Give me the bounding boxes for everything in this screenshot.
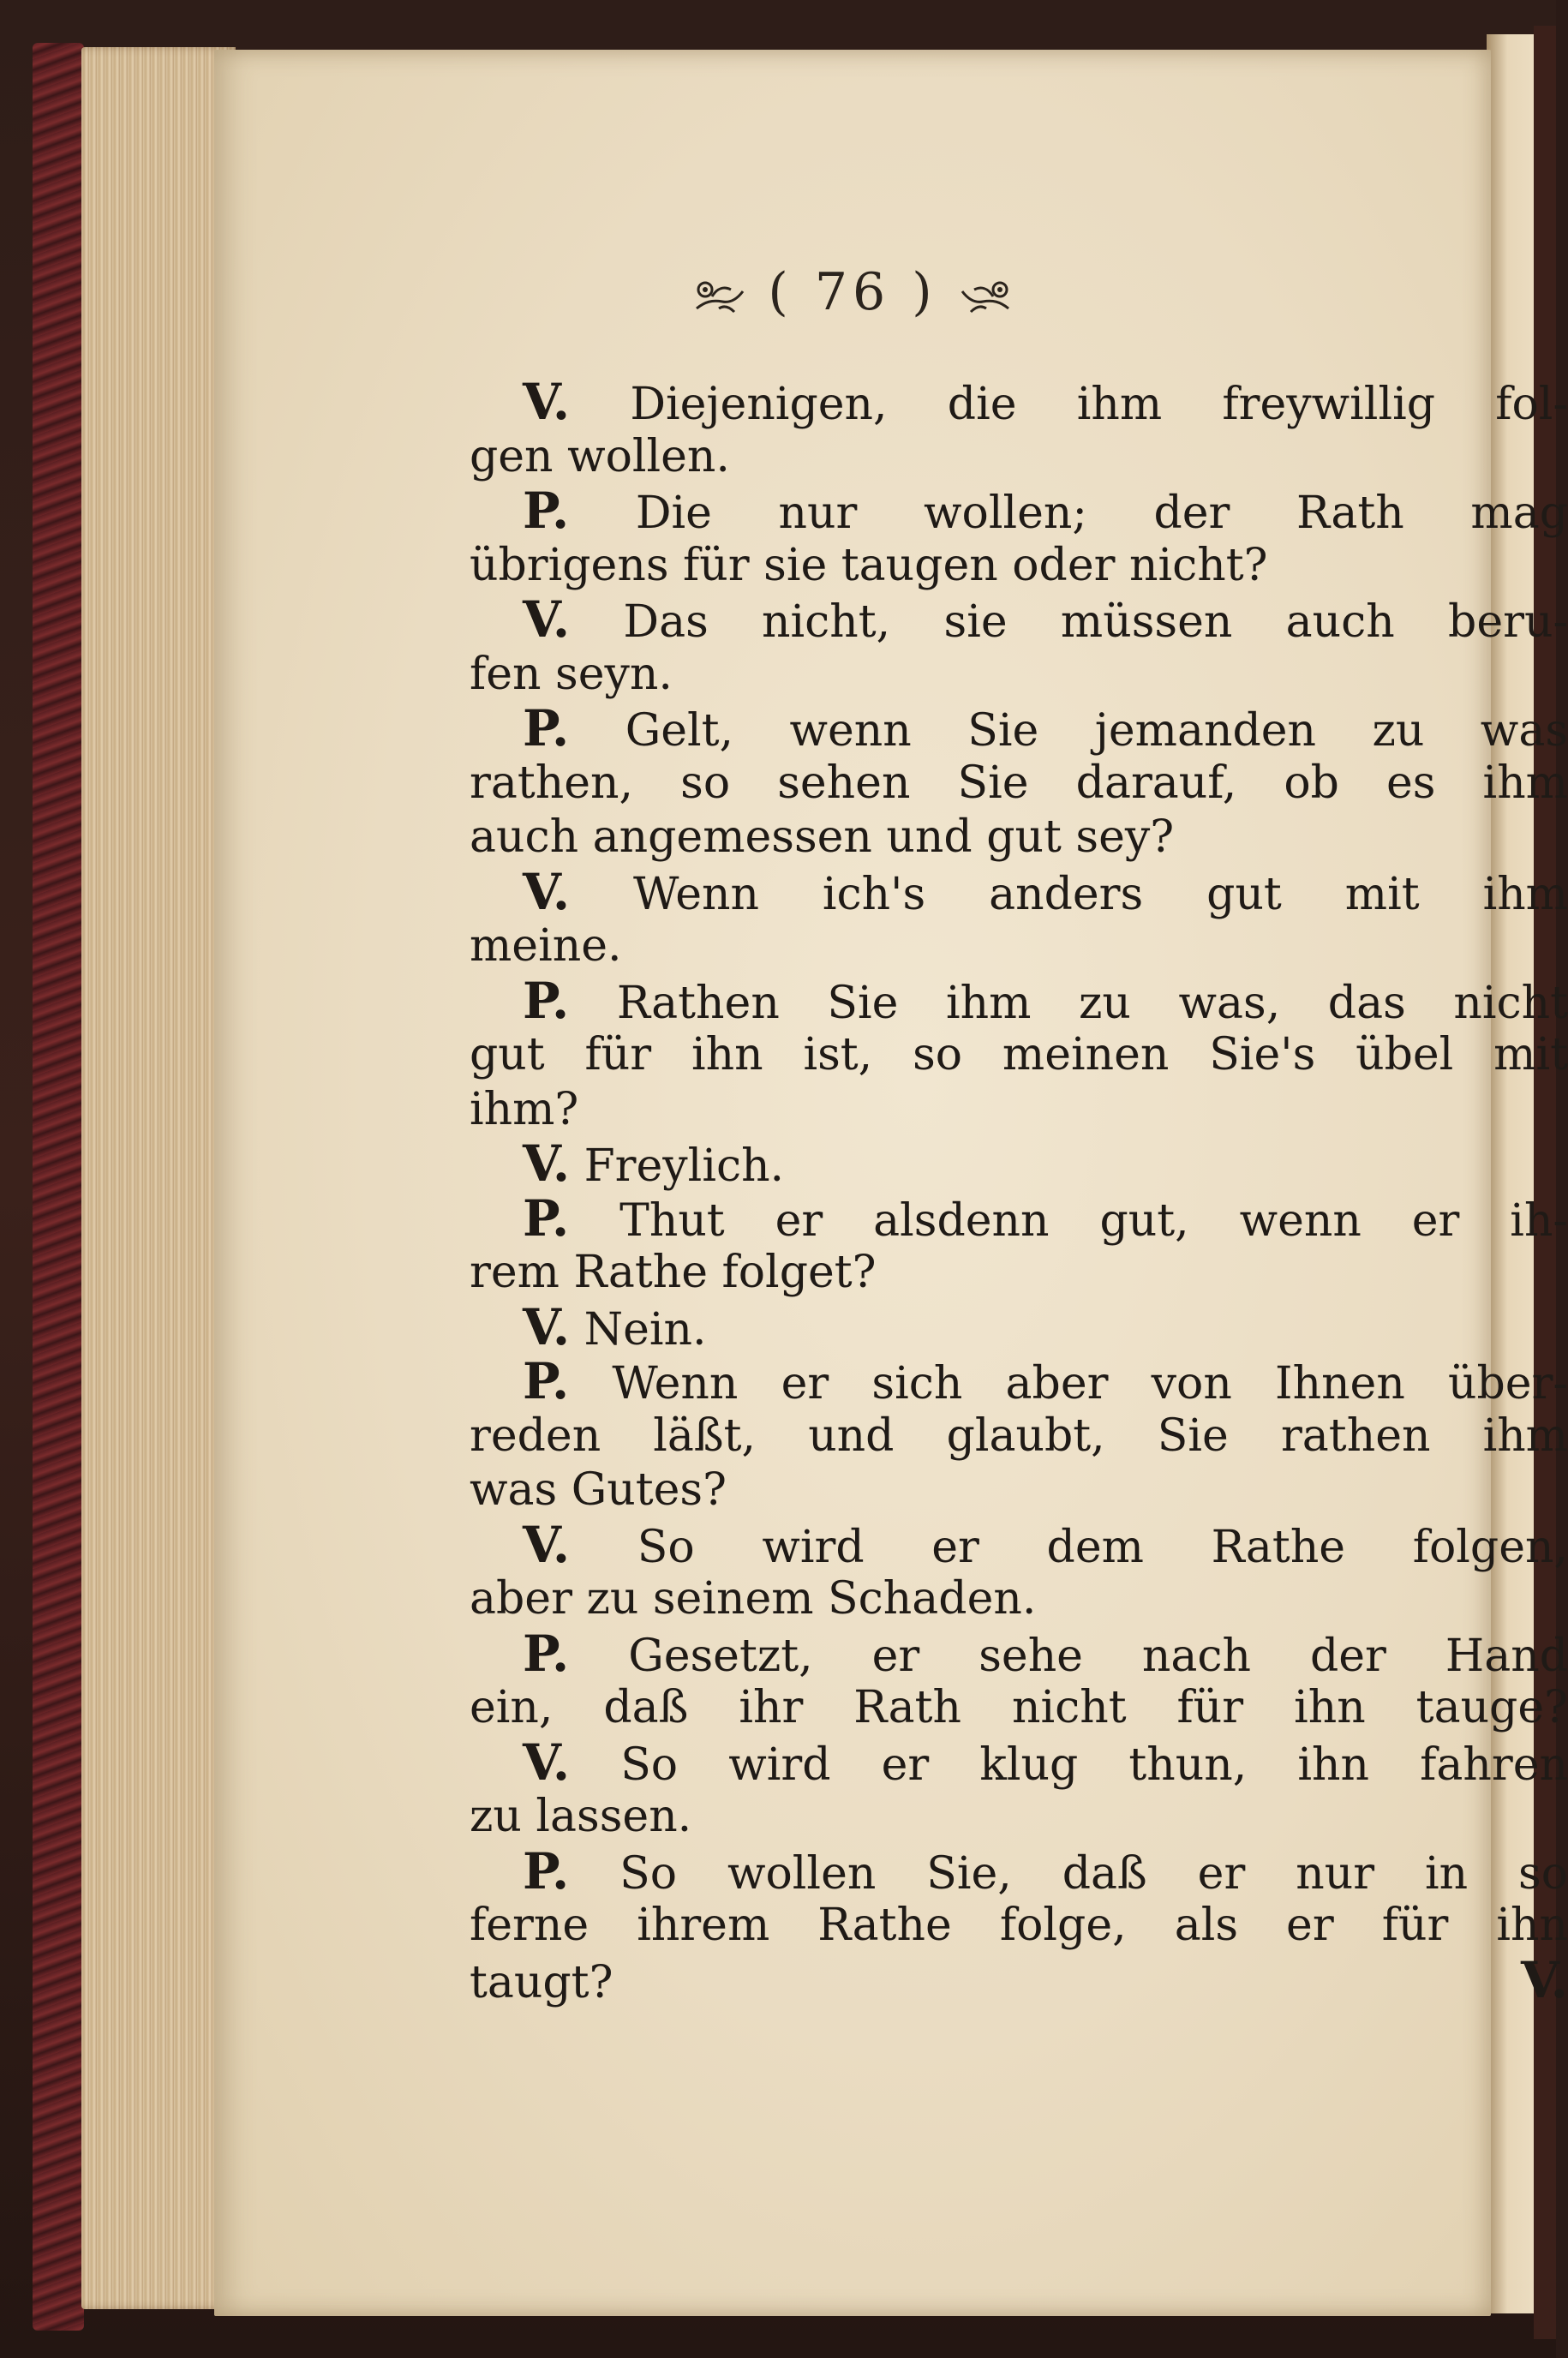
text-line: rem Rathe folget? [470, 1247, 877, 1298]
speaker-label: V. [523, 862, 571, 921]
text-line: auch angemessen und gut sey? [470, 811, 1175, 863]
speaker-label: P. [523, 1624, 570, 1683]
speaker-label: P. [523, 1352, 570, 1410]
text-line: ein, daß ihr Rath nicht für ihn tauge? [470, 1682, 1568, 1733]
speaker-label: P. [523, 699, 570, 757]
book-page [214, 50, 1568, 2316]
text-line: P. Gelt, wenn Sie jemanden zu was [523, 699, 1568, 757]
text-line: P. So wollen Sie, daß er nur in so [523, 1841, 1568, 1900]
speaker-label: V. [523, 1297, 571, 1356]
text-line: V. Nein. [523, 1297, 707, 1356]
final-word: taugt? [470, 1956, 613, 2008]
text-line: V. Wenn ich's anders gut mit ihm [523, 862, 1568, 921]
text-line: fen seyn. [470, 648, 673, 700]
text-line: übrigens für sie taugen oder nicht? [470, 539, 1268, 591]
text-line: aber zu seinem Schaden. [470, 1573, 1037, 1625]
text-line: V. Das nicht, sie müssen auch beru- [523, 590, 1568, 649]
text-line: was Gutes? [470, 1464, 727, 1516]
speaker-label: P. [523, 1841, 570, 1900]
speaker-label: P. [523, 1188, 570, 1248]
text-line: P. Gesetzt, er sehe nach der Hand [523, 1624, 1568, 1683]
book-cover-edge [33, 43, 84, 2331]
speaker-label: V. [523, 1134, 571, 1193]
text-line: P. Die nur wollen; der Rath mag [523, 482, 1568, 540]
speaker-label: P. [523, 971, 570, 1030]
text-line: gen wollen. [470, 430, 730, 482]
speaker-label: V. [523, 1733, 571, 1792]
text-line: V. So wird er klug thun, ihn fahren [523, 1733, 1568, 1792]
text-line: V. Diejenigen, die ihm freywillig fol- [523, 373, 1568, 431]
left-flower-ornament-icon [693, 276, 746, 315]
page-header [214, 262, 1491, 322]
text-line: P. Rathen Sie ihm zu was, das nicht [523, 971, 1568, 1030]
speaker-label: V. [523, 590, 571, 649]
text-line: gut für ihn ist, so meinen Sie's übel mit [470, 1029, 1568, 1080]
text-line: reden läßt, und glaubt, Sie rathen ihm [470, 1409, 1568, 1462]
text-line [470, 1950, 1568, 2009]
text-line: V. So wird er dem Rathe folgen, [523, 1515, 1568, 1574]
text-line: ferne ihrem Rathe folge, als er für ihn [470, 1900, 1568, 1951]
text-line: P. Thut er alsdenn gut, wenn er ih- [523, 1188, 1568, 1248]
speaker-label: V. [523, 373, 571, 431]
text-line: meine. [470, 920, 622, 972]
page-stack-edge [81, 47, 236, 2309]
text-line: ihm? [470, 1083, 579, 1135]
text-line: V. Freylich. [523, 1134, 785, 1193]
text-line: P. Wenn er sich aber von Ihnen über- [523, 1352, 1568, 1410]
right-flower-ornament-icon [959, 276, 1012, 315]
speaker-label: P. [523, 482, 570, 540]
page-number: ( 76 ) [768, 262, 937, 322]
dialogue-text [470, 375, 1568, 2008]
text-line: zu lassen. [470, 1791, 692, 1842]
speaker-label: V. [523, 1515, 571, 1574]
catchword: V. [1520, 1950, 1568, 2009]
text-line: rathen, so sehen Sie darauf, ob es ihm [470, 757, 1568, 809]
